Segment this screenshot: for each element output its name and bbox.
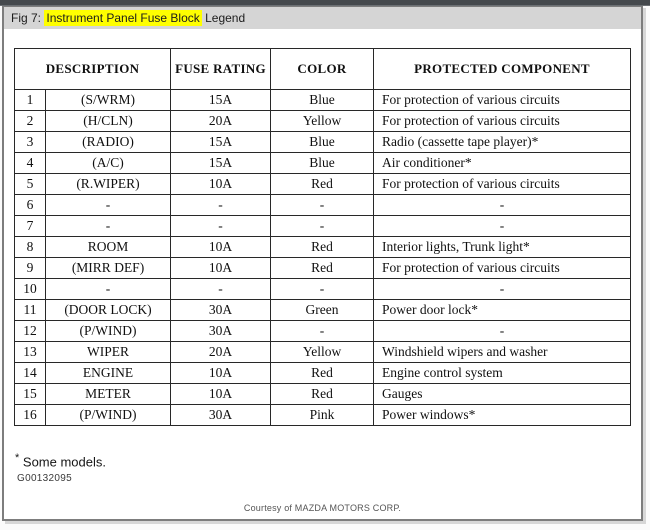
figure-title-suffix: Legend: [201, 11, 246, 25]
fuse-description: (R.WIPER): [46, 174, 171, 195]
figure-title-prefix: Fig 7:: [11, 11, 45, 25]
fuse-rating: -: [171, 195, 271, 216]
fuse-number: 4: [15, 153, 46, 174]
fuse-number: 6: [15, 195, 46, 216]
fuse-rating: 10A: [171, 363, 271, 384]
fuse-description: ROOM: [46, 237, 171, 258]
fuse-number: 8: [15, 237, 46, 258]
fuse-number: 12: [15, 321, 46, 342]
footnote-text: Some models.: [19, 454, 106, 470]
fuse-rating: -: [171, 216, 271, 237]
fuse-rating: -: [171, 279, 271, 300]
fuse-description: WIPER: [46, 342, 171, 363]
footnote-asterisk: *: [15, 452, 20, 464]
header-color: COLOR: [271, 49, 374, 90]
fuse-component: -: [374, 279, 631, 300]
table-row: [15, 195, 631, 216]
fuse-rating: 10A: [171, 237, 271, 258]
fuse-rating: 20A: [171, 111, 271, 132]
courtesy-line: Courtesy of MAZDA MOTORS CORP.: [243, 503, 402, 513]
table-row: [15, 90, 631, 111]
footnote: [15, 452, 106, 469]
document-code: G00132095: [17, 473, 72, 484]
fuse-component: For protection of various circuits: [374, 258, 631, 279]
fuse-description: ENGINE: [46, 363, 171, 384]
figure-titlebar: [4, 7, 641, 29]
fuse-number: 1: [15, 90, 46, 111]
fuse-component: Interior lights, Trunk light*: [374, 237, 631, 258]
fuse-description: (P/WIND): [46, 405, 171, 426]
header-fuse-rating: FUSE RATING: [171, 49, 271, 90]
document-panel: [2, 5, 643, 521]
fuse-color: Blue: [271, 132, 374, 153]
fuse-number: 9: [15, 258, 46, 279]
fuse-component: For protection of various circuits: [374, 111, 631, 132]
fuse-component: -: [374, 321, 631, 342]
fuse-rating: 15A: [171, 132, 271, 153]
table-row: [15, 363, 631, 384]
fuse-color: Yellow: [271, 342, 374, 363]
fuse-rating: 20A: [171, 342, 271, 363]
fuse-component: Power door lock*: [374, 300, 631, 321]
fuse-color: Blue: [271, 90, 374, 111]
table-row: [15, 258, 631, 279]
table-row: [15, 321, 631, 342]
fuse-color: Red: [271, 363, 374, 384]
fuse-component: For protection of various circuits: [374, 174, 631, 195]
fuse-description: (MIRR DEF): [46, 258, 171, 279]
fuse-table-body: [15, 90, 631, 426]
fuse-number: 11: [15, 300, 46, 321]
fuse-description: (H/CLN): [46, 111, 171, 132]
fuse-color: Red: [271, 174, 374, 195]
figure-title-highlight: Instrument Panel Fuse Block: [46, 11, 200, 25]
table-row: [15, 153, 631, 174]
table-row: [15, 132, 631, 153]
fuse-color: Red: [271, 258, 374, 279]
fuse-rating: 10A: [171, 258, 271, 279]
table-row: [15, 342, 631, 363]
fuse-color: Red: [271, 384, 374, 405]
fuse-number: 16: [15, 405, 46, 426]
fuse-component: For protection of various circuits: [374, 90, 631, 111]
fuse-rating: 10A: [171, 174, 271, 195]
fuse-rating: 15A: [171, 153, 271, 174]
fuse-component: Engine control system: [374, 363, 631, 384]
fuse-rating: 30A: [171, 405, 271, 426]
table-row: [15, 174, 631, 195]
fuse-description: -: [46, 279, 171, 300]
table-row: [15, 384, 631, 405]
fuse-number: 2: [15, 111, 46, 132]
fuse-color: Yellow: [271, 111, 374, 132]
fuse-color: -: [271, 216, 374, 237]
fuse-rating: 15A: [171, 90, 271, 111]
fuse-description: (S/WRM): [46, 90, 171, 111]
table-row: [15, 405, 631, 426]
fuse-description: -: [46, 195, 171, 216]
fuse-rating: 10A: [171, 384, 271, 405]
fuse-description: -: [46, 216, 171, 237]
table-row: [15, 279, 631, 300]
window-top-strip: [0, 0, 650, 6]
fuse-rating: 30A: [171, 321, 271, 342]
fuse-number: 13: [15, 342, 46, 363]
fuse-description: (RADIO): [46, 132, 171, 153]
fuse-color: Red: [271, 237, 374, 258]
fuse-color: Blue: [271, 153, 374, 174]
fuse-color: -: [271, 321, 374, 342]
fuse-number: 3: [15, 132, 46, 153]
fuse-number: 15: [15, 384, 46, 405]
fuse-component: Gauges: [374, 384, 631, 405]
fuse-number: 5: [15, 174, 46, 195]
fuse-description: (DOOR LOCK): [46, 300, 171, 321]
fuse-component: -: [374, 195, 631, 216]
fuse-color: Pink: [271, 405, 374, 426]
table-row: [15, 216, 631, 237]
fuse-number: 7: [15, 216, 46, 237]
table-row: [15, 300, 631, 321]
fuse-component: Power windows*: [374, 405, 631, 426]
table-row: [15, 111, 631, 132]
fuse-component: Air conditioner*: [374, 153, 631, 174]
fuse-rating: 30A: [171, 300, 271, 321]
fuse-component: Radio (cassette tape player)*: [374, 132, 631, 153]
fuse-description: (P/WIND): [46, 321, 171, 342]
fuse-component: Windshield wipers and washer: [374, 342, 631, 363]
fuse-table-container: [14, 48, 631, 426]
fuse-description: METER: [46, 384, 171, 405]
header-description: DESCRIPTION: [15, 49, 171, 90]
fuse-color: Green: [271, 300, 374, 321]
fuse-number: 14: [15, 363, 46, 384]
fuse-color: -: [271, 279, 374, 300]
fuse-color: -: [271, 195, 374, 216]
header-protected-component: PROTECTED COMPONENT: [374, 49, 631, 90]
fuse-number: 10: [15, 279, 46, 300]
fuse-table: [14, 48, 631, 426]
table-row: [15, 237, 631, 258]
fuse-component: -: [374, 216, 631, 237]
fuse-description: (A/C): [46, 153, 171, 174]
table-header-row: [15, 49, 631, 90]
